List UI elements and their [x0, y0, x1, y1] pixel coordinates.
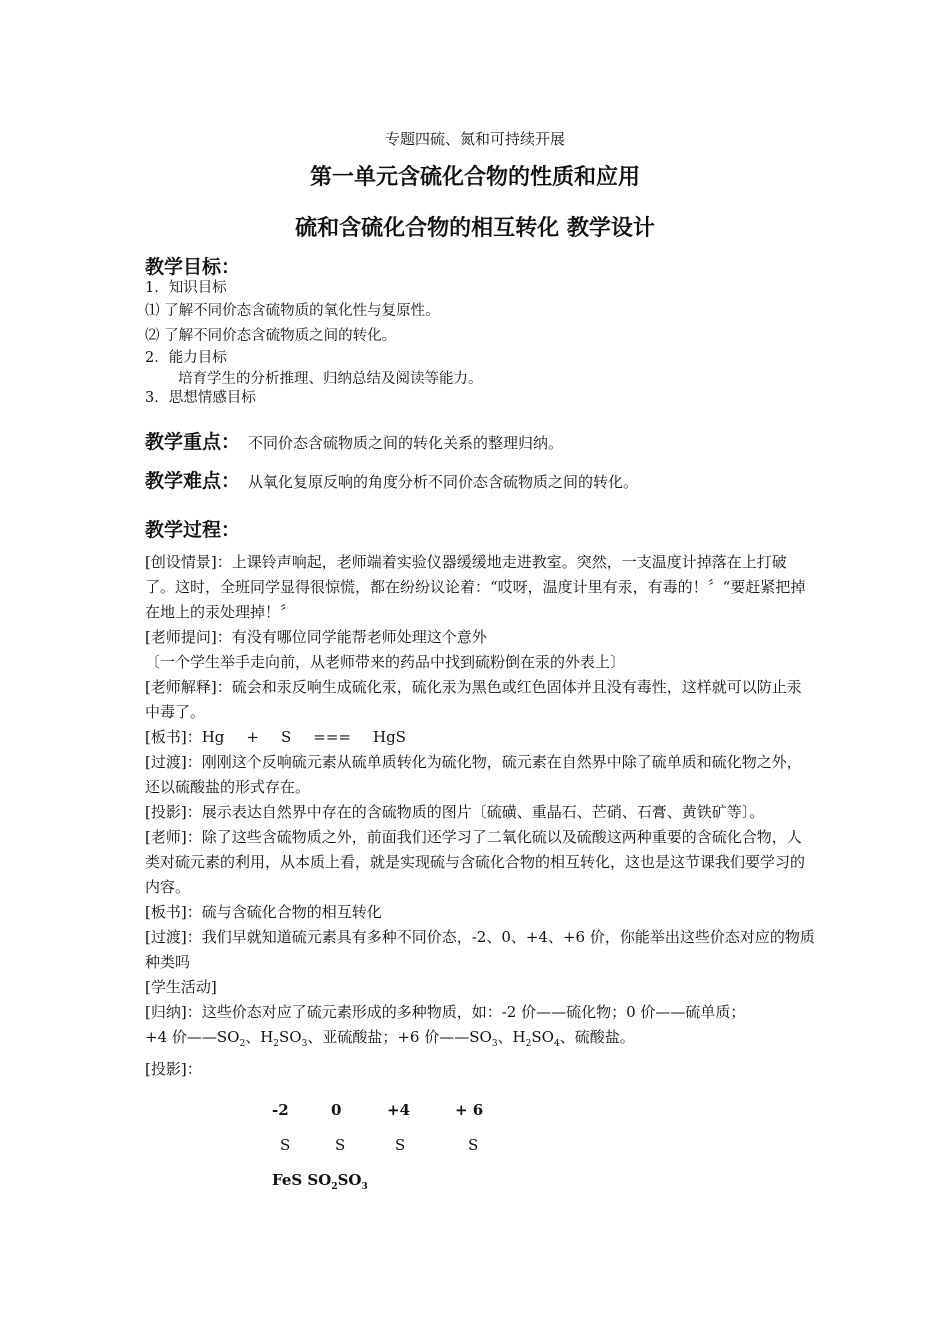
difficulty-text: 从氧化复原反响的角度分析不同价态含硫物质之间的转化。	[248, 473, 639, 491]
subscript: 3	[301, 1039, 308, 1049]
compound-text: SO	[337, 1171, 362, 1189]
summary-text: SO	[279, 1028, 302, 1046]
doc-title-unit: 第一单元含硫化合物的性质和应用	[309, 165, 640, 190]
subscript: 2	[273, 1039, 280, 1049]
subscript: 4	[553, 1039, 560, 1049]
paragraph-transition-2: [过渡]：我们早就知道硫元素具有多种不同价态，-2、0、+4、+6 价，你能举出这些价态对应的物质种类吗	[145, 928, 815, 971]
element-symbol: S	[395, 1136, 406, 1154]
summary-text: 、亚硫酸盐；+6 价——SO	[307, 1028, 492, 1046]
knowledge-goal-title: 1．知识目标	[145, 280, 227, 296]
paragraph-teacher: [老师]：除了这些含硫物质之外，前面我们还学习了二氧化硫以及硫酸这两种重要的含硫化合物，人类对硫元素的利用，从本质上看，就是实现硫与含硫化合物的相互转化，这也是这节课我们要学习的内容。	[145, 828, 806, 896]
compound-text: FeS SO	[272, 1171, 332, 1189]
key-point	[145, 427, 563, 454]
paragraph-student-action: 〔一个学生举手走向前，从老师带来的药品中找到硫粉倒在汞的外表上〕	[145, 653, 626, 671]
valence-label: 0	[331, 1101, 342, 1119]
summary-text: SO	[531, 1028, 554, 1046]
emotion-goal-title: 3．思想情感目标	[145, 390, 256, 406]
board-label: [板书]：	[145, 728, 202, 746]
reaction-equation	[202, 725, 428, 750]
key-point-heading: 教学重点：	[145, 431, 241, 453]
paragraph-projection-1: [投影]：展示表达自然界中存在的含硫物质的图片〔硫磺、重晶石、芒硝、石膏、黄铁矿等〕。	[145, 803, 765, 821]
subscript: 3	[361, 1182, 368, 1192]
doc-header: 专题四硫、氮和可持续开展	[384, 130, 565, 148]
paragraph-transition-1: [过渡]：刚刚这个反响硫元素从硫单质转化为硫化物，硫元素在自然界中除了硫单质和硫化物之外，还以硫酸盐的形式存在。	[145, 753, 802, 796]
element-symbol: S	[335, 1136, 346, 1154]
difficulty-point	[145, 466, 638, 493]
subscript: 2	[331, 1182, 338, 1192]
process-body	[145, 550, 815, 1082]
summary-text: +4 价——SO	[145, 1028, 240, 1046]
paragraph-projection-2: [投影]：	[145, 1060, 202, 1078]
summary-text: 、H	[497, 1028, 526, 1046]
difficulty-heading: 教学难点：	[145, 470, 241, 492]
doc-title-main: 硫和含硫化合物的相互转化 教学设计	[295, 216, 655, 241]
summary-text: 、H	[245, 1028, 274, 1046]
element-symbol: S	[468, 1136, 479, 1154]
subscript: 2	[239, 1039, 246, 1049]
valence-label: +4	[387, 1101, 411, 1119]
reactant-hg: Hg	[201, 728, 225, 746]
process-heading: 教学过程：	[145, 519, 241, 541]
ability-goal-title: 2．能力目标	[145, 350, 227, 366]
equals-sign: ===	[313, 728, 351, 746]
compound-row	[272, 1171, 368, 1192]
plus-sign: +	[246, 728, 259, 746]
product-hgs: HgS	[372, 728, 406, 746]
paragraph-summary-1: [归纳]：这些价态对应了硫元素形成的多种物质，如：-2 价——硫化物；0 价——硫单质；	[145, 1003, 746, 1021]
paragraph-teacher-explain: [老师解释]：硫会和汞反响生成硫化汞，硫化汞为黑色或红色固体并且没有毒性，这样就可以防止汞中毒了。	[145, 678, 802, 721]
ability-goal-1: 培育学生的分析推理、归纳总结及阅读等能力。	[178, 371, 483, 387]
element-symbol: S	[280, 1136, 291, 1154]
paragraph-board-equation	[145, 725, 815, 750]
key-point-text: 不同价态含硫物质之间的转化关系的整理归纳。	[248, 434, 564, 452]
paragraph-scenario: [创设情景]：上课铃声响起，老师端着实验仪器缓缓地走进教室。突然，一支温度计掉落在上打破了。这时，全班同学显得很惊慌，都在纷纷议论着：“哎呀，温度计里有汞，有毒的！〞“要赶紧把掉在地上的汞处理掉！〞	[145, 553, 806, 621]
paragraph-board-2: [板书]：硫与含硫化合物的相互转化	[145, 903, 382, 921]
knowledge-goal-1: ⑴ 了解不同价态含硫物质的氧化性与复原性。	[145, 303, 440, 319]
valence-label: -2	[272, 1101, 289, 1119]
goals-heading: 教学目标：	[145, 256, 241, 278]
summary-text: 、硫酸盐。	[559, 1028, 635, 1046]
valence-label: + 6	[455, 1101, 484, 1119]
knowledge-goal-2: ⑵ 了解不同价态含硫物质之间的转化。	[145, 328, 397, 344]
subscript: 3	[491, 1039, 498, 1049]
paragraph-teacher-question: [老师提问]：有没有哪位同学能帮老师处理这个意外	[145, 628, 487, 646]
reactant-s: S	[280, 728, 292, 746]
subscript: 2	[525, 1039, 532, 1049]
paragraph-student-activity: [学生活动]	[145, 978, 217, 996]
paragraph-summary-2	[145, 1025, 815, 1057]
